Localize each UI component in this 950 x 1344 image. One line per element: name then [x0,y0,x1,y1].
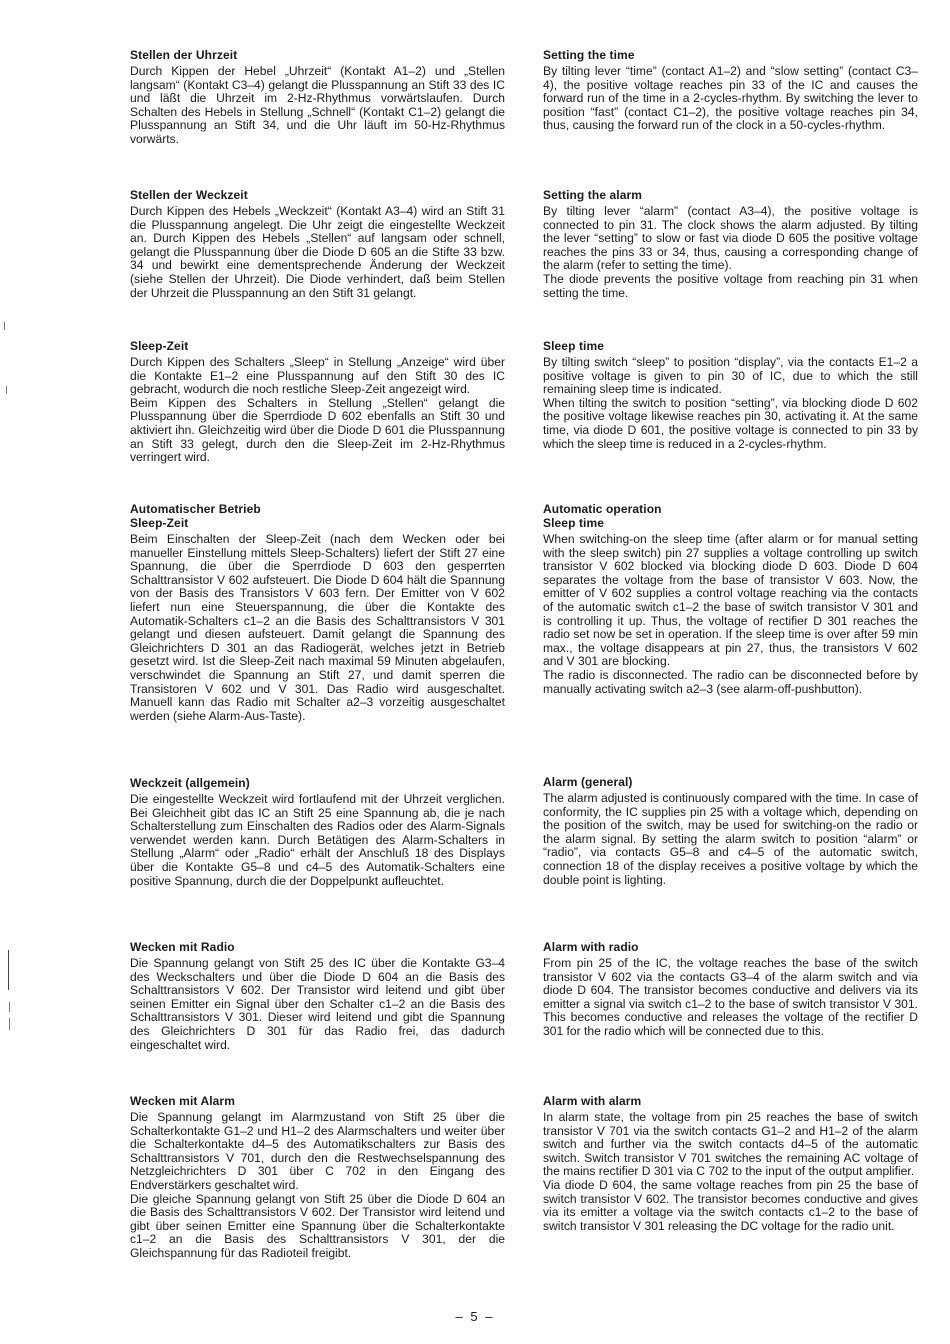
section-heading: Alarm with radio [543,940,639,954]
paragraph: Durch Kippen des Schalters „Sleep“ in Stellung „Anzeige“ wird über die Kontakte E1–2 eine Plusspannung auf den Stift 30 des IC gebracht, wodurch die noch restliche Sleep-Zeit angezeigt wird. [130,355,505,397]
section-de-stellen-weckzeit [130,188,505,300]
section-en-sleep-time [543,339,918,451]
section-de-automatischer-betrieb [130,502,505,723]
paragraph: When switching-on the sleep time (after alarm or for manual setting with the sleep switch) pin 27 supplies a voltage controlling up switch transistor V 602 blocked via blocking diode D 603. Diode D 604 separates the voltage from the base of transistor V 603. Now, the emitter of V 602 supplies a control voltage reaching via the contacts of the automatic switch c1–2 the base of switch transistor V 301 and is controlling it up. Thus, the voltage of rectifier D 301 reaches the radio set now be set in operation. If the sleep time is over after 59 min max., the voltage disappears at pin 27, thus, the transistors V 602 and V 301 are blocking. [543,532,918,669]
paragraph: The radio is disconnected. The radio can be disconnected before by manually activating switch a2–3 (see alarm-off-pushbutton). [543,667,918,696]
scan-mark [9,1002,10,1012]
paragraph: Die eingestellte Weckzeit wird fortlaufend mit der Uhrzeit verglichen. Bei Gleichheit gibt das IC an Stift 25 eine Spannung ab, die je nach Schalterstellung zum Einschalten des Radios oder des Alarm-Signals verwendet werden kann. Durch Betätigen des Alarm-Schalters in Stellung „Alarm“ oder „Radio“ erhält der Anschluß 18 des Displays über die Kontakte G5–8 und c4–5 des Automatik-Schalters eine positive Spannung, durch die der Doppelpunkt aufleuchtet. [130,792,505,888]
section-heading: Sleep-Zeit [130,339,189,353]
paragraph: Die Spannung gelangt von Stift 25 des IC über die Kontakte G3–4 des Weckschalters und über die Diode D 604 an die Basis des Schalttransistors V 602. Der Transistor wird leitend und gibt über seinen Emitter ein Signal über den Schalter c1–2 an die Basis des Schalttransistors V 301. Dieser wird leitend und gibt die Spannung des Gleichrichters D 301 für das Radio frei, das dadurch eingeschaltet wird. [130,956,505,1052]
section-heading: Setting the alarm [543,188,643,202]
section-en-alarm-with-radio [543,940,918,1039]
paragraph: By tilting lever “time” (contact A1–2) and “slow setting” (contact C3–4), the positive voltage reaches pin 33 of the IC and causes the forward run of the time in a 2-cycles-rhythm. By switching the lever to position “fast” (contact C1–2), the positive voltage reaches pin 34, thus, causing the forward run of the clock in a 50-cycles-rhythm. [543,64,918,133]
paragraph: Durch Kippen des Hebels „Weckzeit“ (Kontakt A3–4) wird an Stift 31 die Plusspannung angelegt. Die Uhr zeigt die eingestellte Weckzeit an. Durch Kippen des Hebels „Stellen“ auf langsam oder schnell, gelangt die Plusspannung über die Diode D 605 an die Stifte 33 bzw. 34 und bewirkt eine dementsprechende Änderung der Weckzeit (siehe Stellen der Uhrzeit). Die Diode verhindert, daß beim Stellen der Uhrzeit die Plusspannung an den Stift 31 gelangt. [130,204,505,300]
section-heading: Weckzeit (allgemein) [130,776,250,790]
section-heading: Wecken mit Radio [130,940,235,954]
paragraph: Via diode D 604, the same voltage reaches from pin 25 the base of switch transistor V 602. The transistor becomes conductive and gives via its emitter a voltage via the switch contacts c1–2 to the base of switch transistor V 301 releasing the DC voltage for the radio unit. [543,1177,918,1233]
paragraph: Die gleiche Spannung gelangt von Stift 25 über die Diode D 604 an die Basis des Schalttransistors V 602. Der Transistor wird leitend und gibt über seinen Emitter eine Spannung über die Schalterkontakte c1–2 an die Basis des Schalttransistors V 301, der die Gleichspannung für das Radioteil freigibt. [130,1191,505,1260]
section-de-sleep-zeit [130,339,505,465]
section-heading: Automatischer Betrieb [130,502,261,516]
section-heading: Alarm with alarm [543,1094,642,1108]
paragraph: Beim Einschalten der Sleep-Zeit (nach dem Wecken oder bei manueller Einstellung mittels Sleep-Schalters) liefert der Stift 27 eine Spannung, die über die Sperrdiode D 603 den gesperrten Schalttransistor V 602 aufsteuert. Die Diode D 604 hält die Spannung von der Basis des Transistors V 603 fern. Der Emitter von V 602 liefert nun eine Steuerspannung, die über die Kontakte des Automatik-Schalters c1–2 an die Basis des Schalttransistors V 301 gelangt und diesen aufsteuert. Damit gelangt die Spannung des Gleichrichters D 301 an das Radiogerät, welches jetzt in Betrieb gesetzt wird. Ist die Sleep-Zeit nach maximal 59 Minuten abgelaufen, verschwindet die Spannung an Stift 27, und damit sperren die Transistoren V 602 und V 301. Das Radio wird ausgeschaltet. Manuell kann das Radio mit Schalter a2–3 vorzeitig ausgeschaltet werden (siehe Alarm-Aus-Taste). [130,532,505,723]
section-en-setting-time [543,48,918,133]
paragraph: The diode prevents the positive voltage from reaching pin 31 when setting the time. [543,271,918,300]
scan-mark [9,1018,10,1030]
section-en-alarm-with-alarm [543,1094,918,1233]
section-subheading: Sleep time [543,516,605,530]
section-heading: Alarm (general) [543,775,633,789]
section-en-automatic-operation [543,502,918,696]
paragraph: Beim Kippen des Schalters in Stellung „Stellen“ gelangt die Plusspannung über die Sperrdiode D 602 ebenfalls an Stift 30 und aktiviert ihn. Gleichzeitig wird über die Diode D 601 die Plusspannung an Stift 33 gelegt, durch den die Sleep-Zeit im 2-Hz-Rhythmus verringert wird. [130,395,505,465]
paragraph: Die Spannung gelangt im Alarmzustand von Stift 25 über die Schalterkontakte G1–2 und H1–2 des Alarmschalters und weiter über die Schalterkontakte d4–5 des Automatikschalters zur Basis des Schalttransistors V 701, durch den die Restwechselspannung des Netzgleichrichters D 301 über C 702 in den Eingang des Endverstärkers geschaltet wird. [130,1110,505,1192]
section-de-wecken-mit-radio [130,940,505,1052]
paragraph: From pin 25 of the IC, the voltage reaches the base of the switch transistor V 602 via the contacts G3–4 of the alarm switch and via diode D 604. The transistor becomes conductive and delivers via its emitter a signal via switch c1–2 to the base of switch transistor V 301. This becomes conductive and releases the voltage of the rectifier D 301 for the radio which will be connected due to this. [543,956,918,1038]
paragraph: By tilting lever “alarm” (contact A3–4), the positive voltage is connected to pin 31. The clock shows the alarm adjusted. By tilting the lever “setting” to slow or fast via diode D 605 the positive voltage reaches the pins 33 or 34, thus, causing a corresponding change of the alarm (refer to setting the time). [543,204,918,273]
scan-mark [6,386,7,394]
section-en-alarm-general [543,775,918,887]
section-heading: Wecken mit Alarm [130,1094,235,1108]
paragraph: The alarm adjusted is continuously compared with the time. In case of conformity, the IC supplies pin 25 with a voltage which, depending on the position of the switch, may be used for switching-on the radio or the alarm signal. By setting the alarm switch to position “alarm” or “radio”, via contacts G5–8 and c4–5 of the automatic switch, connection 18 of the display receives a positive voltage by which the double point is lighting. [543,791,918,887]
section-heading: Setting the time [543,48,635,62]
section-heading: Automatic operation [543,502,662,516]
section-heading: Sleep time [543,339,605,353]
scan-mark [8,950,9,990]
section-subheading: Sleep-Zeit [130,516,189,530]
paragraph: By tilting switch “sleep” to position “display”, via the contacts E1–2 a positive voltage is given to pin 30 of IC, due to which the still remaining sleep time is indicated. [543,355,918,397]
section-heading: Stellen der Uhrzeit [130,48,238,62]
page-number: – 5 – [455,1309,495,1324]
section-heading: Stellen der Weckzeit [130,188,248,202]
section-en-setting-alarm [543,188,918,300]
paragraph: In alarm state, the voltage from pin 25 reaches the base of switch transistor V 701 via the switch contacts G1–2 and H1–2 of the alarm switch and further via the switch contacts d4–5 of the automatic switch. Switch transistor V 701 switches the remaining AC voltage of the mains rectifier D 301 via C 702 to the input of the output amplifier. [543,1110,918,1179]
section-de-stellen-uhrzeit [130,48,505,147]
section-de-weckzeit-allgemein [130,776,505,888]
scan-mark [4,322,5,330]
paragraph: Durch Kippen der Hebel „Uhrzeit“ (Kontakt A1–2) und „Stellen langsam“ (Kontakt C3–4) gelangt die Plusspannung an Stift 33 des IC und läßt die Uhrzeit im 2-Hz-Rhythmus vorwärtslaufen. Durch Schalten des Hebels in Stellung „Schnell“ (Kontakt C1–2) gelangt die Plusspannung an Stift 34, und die Uhr läuft im 50-Hz-Rhythmus vorwärts. [130,64,505,146]
paragraph: When tilting the switch to position “setting”, via blocking diode D 602 the positive voltage likewise reaches pin 30, activating it. At the same time, via diode D 601, the positive voltage is connected to pin 33 by which the sleep time is reduced in a 2-cycles-rhythm. [543,395,918,451]
section-de-wecken-mit-alarm [130,1094,505,1261]
